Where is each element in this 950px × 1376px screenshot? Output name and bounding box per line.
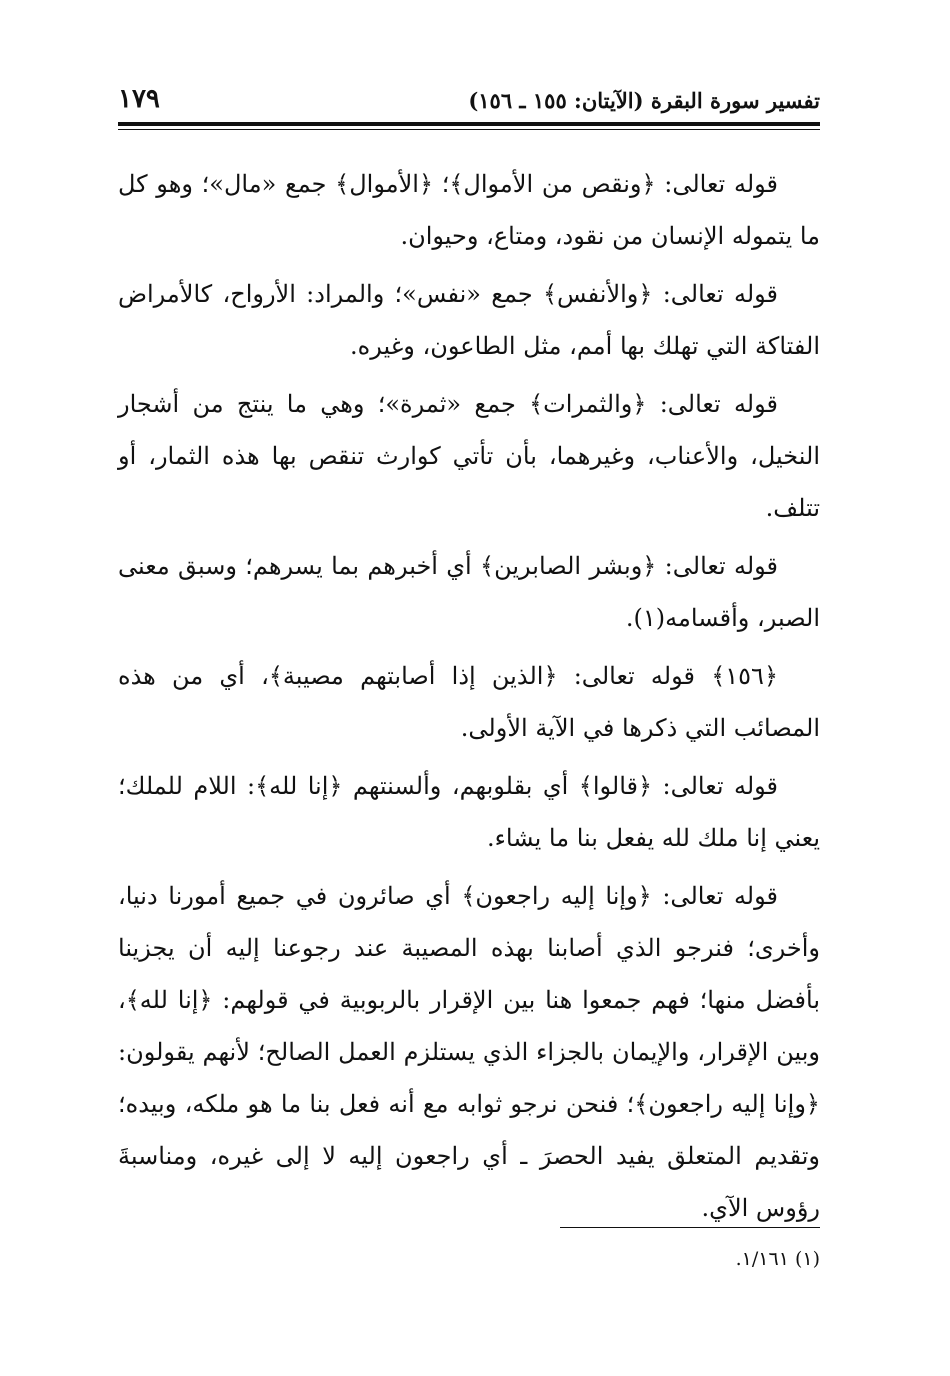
paragraph-6: قوله تعالى: ﴿قالوا﴾ أي بقلوبهم، وألسنتهم ﴿إنا لله﴾: اللام للملك؛ يعني إنا ملك لله يفعل بنا ما يشاء. xyxy=(118,772,820,852)
header-rule-thin xyxy=(118,129,820,130)
paragraph-1: قوله تعالى: ﴿ونقص من الأموال﴾؛ ﴿الأموال﴾ جمع «مال»؛ وهو كل ما يتموله الإنسان من نقود، ومتاع، وحيوان. xyxy=(118,170,820,250)
page-number: ١٧٩ xyxy=(118,84,160,114)
paragraph-4: قوله تعالى: ﴿وبشر الصابرين﴾ أي أخبرهم بما يسرهم؛ وسبق معنى الصبر، وأقسامه(١). xyxy=(118,552,820,632)
page-header xyxy=(118,84,820,118)
paragraph-3: قوله تعالى: ﴿والثمرات﴾ جمع «ثمرة»؛ وهي ما ينتج من أشجار النخيل، والأعناب، وغيرهما، بأن تأتي كوارث تنقص بها هذه الثمار، أو تتلف. xyxy=(118,390,820,522)
main-text xyxy=(118,158,820,1240)
footnote: (١) ١/١٦١. xyxy=(735,1248,820,1270)
header-rule-thick xyxy=(118,122,820,126)
footnote-separator xyxy=(560,1227,820,1228)
paragraph-5: ﴿١٥٦﴾ قوله تعالى: ﴿الذين إذا أصابتهم مصيبة﴾، أي من هذه المصائب التي ذكرها في الآية الأولى. xyxy=(118,662,820,742)
paragraph-7: قوله تعالى: ﴿وإنا إليه راجعون﴾ أي صائرون في جميع أمورنا دنيا، وأخرى؛ فنرجو الذي أصابنا بهذه المصيبة عند رجوعنا إليه أن يجزينا بأفضل منها؛ فهم جمعوا هنا بين الإقرار بالربوبية في قولهم: ﴿إنا لله﴾، وبين الإقرار، والإيمان بالجزاء الذي يستلزم العمل الصالح؛ لأنهم يقولون: ﴿وإنا إليه راجعون﴾؛ فنحن نرجو ثوابه مع أنه فعل بنا ما هو ملكه، وبيده؛ وتقديم المتعلق يفيد الحصرَ ـ أي راجعون إليه لا إلى غيره، ومناسبةَ رؤوس الآي. xyxy=(118,882,820,1222)
running-title: تفسير سورة البقرة (الآيتان: ١٥٥ ـ ١٥٦) xyxy=(468,88,820,113)
paragraph-2: قوله تعالى: ﴿والأنفس﴾ جمع «نفس»؛ والمراد: الأرواح، كالأمراض الفتاكة التي تهلك بها أمم، مثل الطاعون، وغيره. xyxy=(118,280,820,360)
